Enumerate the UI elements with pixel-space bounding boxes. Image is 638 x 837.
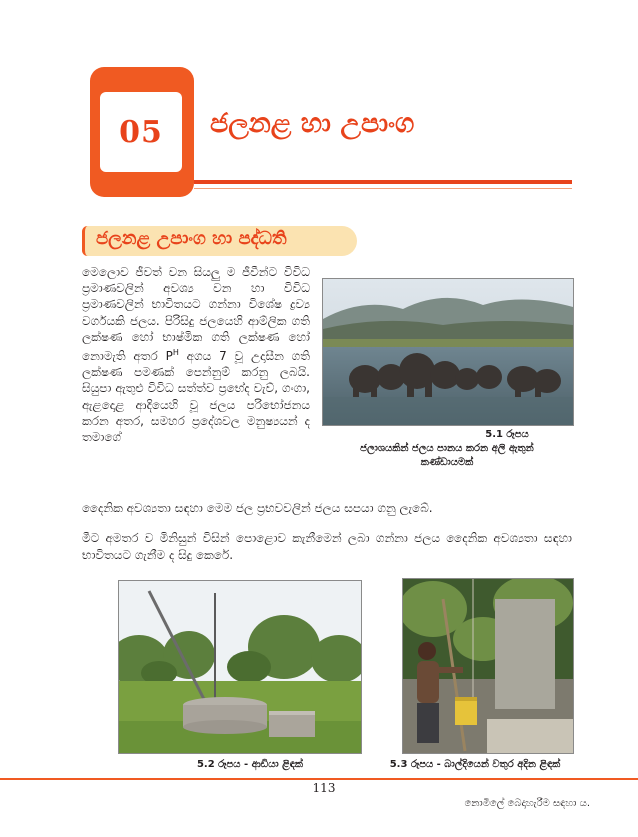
intro-paragraph [82, 264, 310, 445]
section-title: ජලනළ උපාංග හා පද්ධති [96, 228, 287, 249]
intro-text-tail: අගය 7 වූ උදාසීන ගති ලක්ෂණ පමණක් පෙන්නුම් කරනු ලබයි. සියුපා ඇතුළු විවිධ සත්ත්ව ප්‍රභේද වැව්, ගංගා, ඇළදොළ ආදියෙහි වූ ජලය පරිභෝජනය කරන අතර, සමහර ප්‍රදේශවල මනුෂ්‍යයන් ද තමාගේ [82, 349, 310, 445]
well-sweep-illustration [119, 581, 361, 753]
page-number: 113 [312, 781, 336, 795]
figure-5-3-caption: 5.3 රූපය - බාල්දියෙන් වතුර අදින ළිඳක් [389, 759, 561, 770]
header-rule-thin [194, 188, 572, 189]
continuation-paragraph: දෛනික අවශ්‍යතා සඳහා මෙම ජල ප්‍රභවවලින් ජලය සපයා ගනු ලැබේ. [82, 501, 433, 515]
intro-text: මෙලොව ජීවත් වන සියලු ම ජීවීන්ට විවිධ ප්‍රමාණවලින් අවශ්‍ය වන හා විවිධ ප්‍රමාණවලින් භාවිතයට ගන්නා විශේෂ ද්‍රව්‍ය වර්ගයකි ජලය. පිරිසිදු ජලයෙහි ආම්ලික ගති ලක්ෂණ හෝ භාෂ්මික ගති ලක්ෂණ හෝ නොමැති අතර [82, 265, 310, 364]
figure-5-1-label: 5.1 රූපය [485, 429, 529, 440]
elephants-illustration [323, 279, 573, 425]
chapter-number-panel [100, 92, 182, 172]
ph-letter: P [165, 349, 173, 364]
well-sweep-photo [118, 580, 362, 754]
bucket-well-photo [402, 578, 574, 754]
footer-rule [0, 778, 638, 780]
bucket-well-illustration [403, 579, 573, 753]
elephants-photo [322, 278, 574, 426]
chapter-number: 05 [119, 114, 163, 150]
figure-5-1-caption [330, 428, 564, 470]
ph-superscript: H [172, 348, 179, 358]
ph-symbol [166, 349, 179, 363]
figure-5-1-caption-line1: ජලාශයකින් ජලය පානය කරන අලි ඇතුන් [360, 443, 534, 454]
footer-note: නොමිලේ බෙදාහැරීම සඳහා ය. [464, 798, 590, 809]
figure-5-2-caption: 5.2 රූපය - ආඩියා ළිඳක් [196, 759, 304, 770]
wells-paragraph: මීට අමතර ව මිනිසුන් විසින් පොළොව කැනීමෙන් ලබා ගන්නා ජලය දෛනික අවශ්‍යතා සඳහා භාවිතයට ගැනීම ද සිදු කෙරේ. [82, 531, 572, 562]
figure-5-1-caption-line2: කණ්ඩායමක් [420, 457, 474, 468]
header-rule [194, 180, 572, 184]
chapter-title: ජලනළ හා උපාංග [210, 108, 415, 139]
